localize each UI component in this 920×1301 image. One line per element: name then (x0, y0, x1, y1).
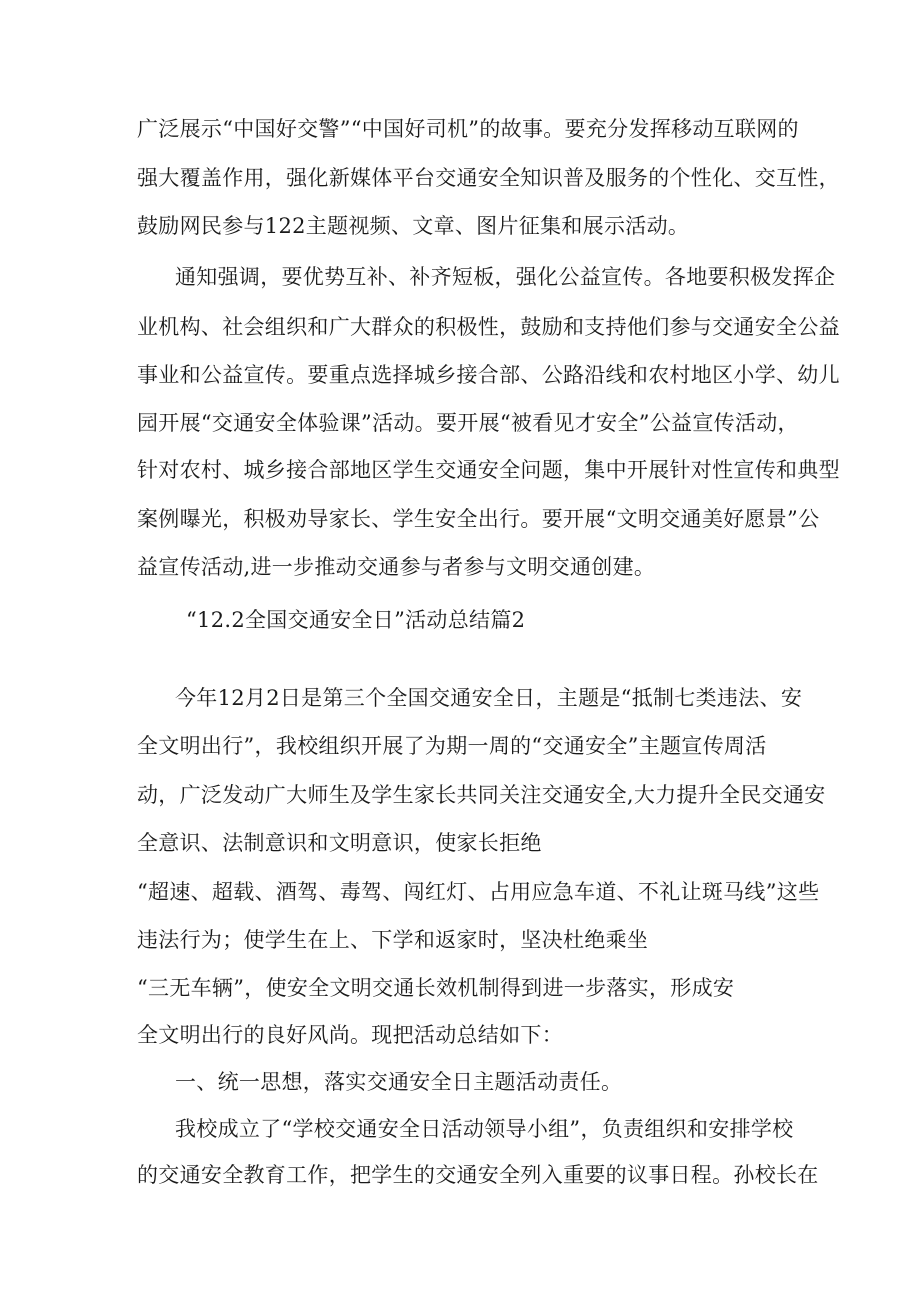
text-line: “三无车辆”，使安全文明交通长效机制得到进一步落实，形成安 (137, 976, 735, 1000)
text-line: 的交通安全教育工作，把学生的交通安全列入重要的议事日程。孙校长在 (137, 1163, 819, 1187)
text-line: 全意识、法制意识和文明意识，使家长拒绝 (137, 831, 542, 855)
text-line: 今年12月2日是第三个全国交通安全日，主题是“抵制七类违法、安 (175, 686, 803, 710)
text-line: 鼓励网民参与122主题视频、文章、图片征集和展示活动。 (137, 214, 690, 238)
text-line: “超速、超载、酒驾、毒驾、闯红灯、占用应急车道、不礼让斑马线”这些 (137, 880, 820, 904)
text-line: 业机构、社会组织和广大群众的积极性，鼓励和支持他们参与交通安全公益 (137, 315, 840, 339)
section-title: 一、统一思想，落实交通安全日主题活动责任。 (175, 1070, 623, 1094)
text-line: 案例曝光，积极劝导家长、学生安全出行。要开展“文明交通美好愿景”公 (137, 507, 820, 531)
text-line: 广泛展示“中国好交警”“中国好司机”的故事。要充分发挥移动互联网的 (137, 117, 799, 141)
text-line: 强大覆盖作用，强化新媒体平台交通安全知识普及服务的个性化、交互性， (137, 166, 840, 190)
text-line: 园开展“交通安全体验课”活动。要开展“被看见才安全”公益宣传活动， (137, 411, 799, 435)
text-line: 通知强调，要优势互补、补齐短板，强化公益宣传。各地要积极发挥企 (175, 265, 836, 289)
text-line: 动，广泛发动广大师生及学生家长共同关注交通安全,大力提升全民交通安 (137, 783, 826, 807)
text-line: 事业和公益宣传。要重点选择城乡接合部、公路沿线和农村地区小学、幼儿 (137, 363, 840, 387)
text-line: 全文明出行的良好风尚。现把活动总结如下： (137, 1023, 563, 1047)
text-line: 全文明出行”，我校组织开展了为期一周的“交通安全”主题宣传周活 (137, 734, 767, 758)
section-heading: “12.2全国交通安全日”活动总结篇2 (186, 608, 526, 632)
text-line: 我校成立了“学校交通安全日活动领导小组”，负责组织和安排学校 (175, 1117, 794, 1141)
text-line: 益宣传活动,进一步推动交通参与者参与文明交通创建。 (137, 555, 656, 579)
text-line: 违法行为；使学生在上、下学和返家时，坚决杜绝乘坐 (137, 928, 649, 952)
text-line: 针对农村、城乡接合部地区学生交通安全问题，集中开展针对性宣传和典型 (137, 458, 840, 482)
